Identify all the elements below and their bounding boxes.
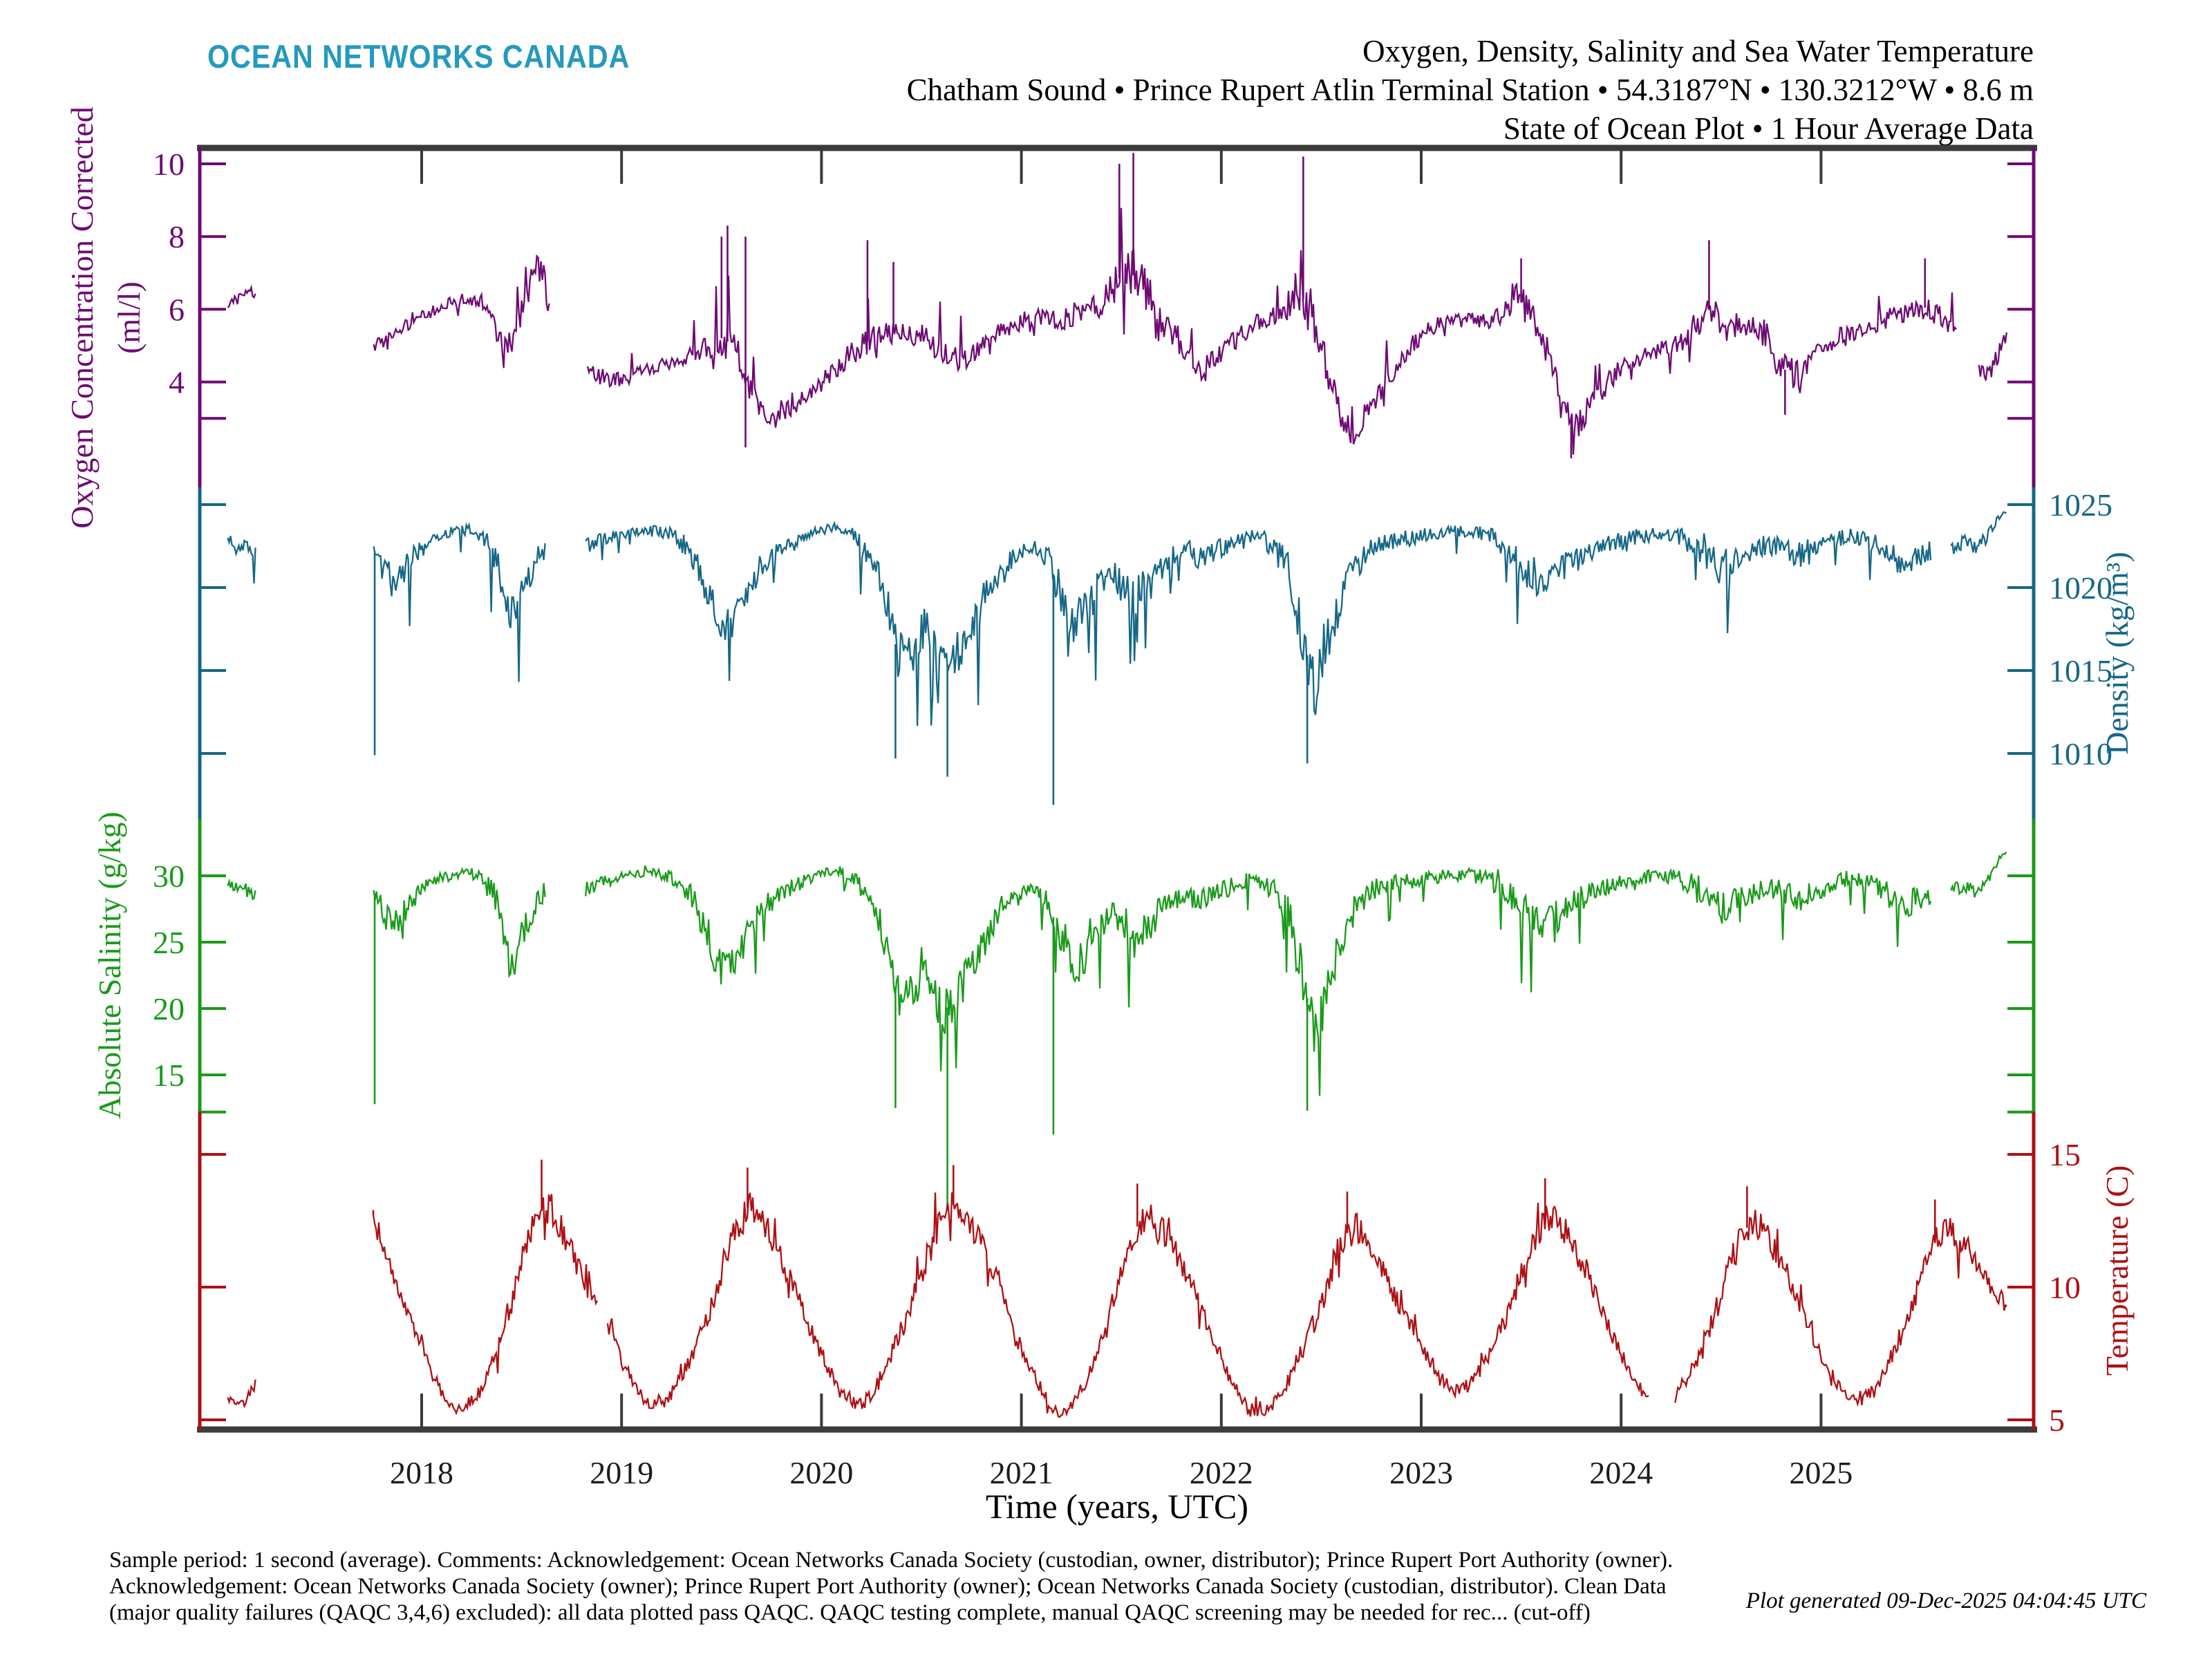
x-tick-label: 2023 <box>1389 1455 1453 1490</box>
temperature-tick-label: 5 <box>2049 1403 2065 1438</box>
oxygen-axis-label: (ml/l) <box>111 281 147 354</box>
density-data <box>374 525 545 682</box>
density-data <box>585 523 1931 726</box>
oxygen-data <box>228 288 256 308</box>
x-tick-label: 2025 <box>1789 1455 1853 1490</box>
x-tick-label: 2024 <box>1589 1455 1653 1490</box>
footer-line-2: Acknowledgement: Ocean Networks Canada Society (owner); Prince Rupert Port Authority (owner); Ocean Networks Canada Society (custodian, distributor). Clean Data <box>109 1574 1667 1599</box>
oxygen-data <box>374 256 550 368</box>
x-tick-label: 2019 <box>590 1455 654 1490</box>
footer-line-1: Sample period: 1 second (average). Comments: Acknowledgement: Ocean Networks Canada Society (custodian, owner, distributor); Prince Rupert Port Authority (owner). <box>109 1548 1674 1573</box>
temperature-axis-label: Temperature (C) <box>2099 1165 2135 1376</box>
salinity-data <box>585 865 1931 1096</box>
temperature-data <box>373 1194 597 1413</box>
density-tick-label: 1010 <box>2049 736 2112 771</box>
oxygen-tick-label: 8 <box>169 219 185 255</box>
temperature-data <box>1675 1210 2007 1405</box>
density-axis-label: Density (kg/m³) <box>2099 552 2135 755</box>
density-tick-label: 1015 <box>2049 653 2112 688</box>
density-data <box>228 536 256 583</box>
salinity-data <box>374 868 545 976</box>
oxygen-tick-label: 10 <box>153 147 185 182</box>
temperature-tick-label: 15 <box>2049 1137 2081 1172</box>
salinity-tick-label: 25 <box>153 925 185 960</box>
footer-comments <box>109 1547 1673 1626</box>
oxygen-axis-label: Oxygen Concentration Corrected <box>64 106 100 529</box>
x-tick-label: 2018 <box>390 1455 453 1490</box>
temperature-tick-label: 10 <box>2049 1270 2081 1305</box>
oxygen-tick-label: 4 <box>169 364 185 400</box>
x-tick-label: 2022 <box>1189 1455 1253 1490</box>
salinity-tick-label: 15 <box>153 1058 185 1093</box>
density-data <box>1951 512 2006 554</box>
oxygen-data <box>1979 332 2007 381</box>
salinity-data <box>1951 852 2006 897</box>
onc-logo: OCEAN NETWORKS CANADA <box>207 38 630 75</box>
salinity-data <box>228 881 256 899</box>
temperature-data <box>608 1192 1649 1417</box>
plot-generated-note: Plot generated 09-Dec-2025 04:04:45 UTC <box>1745 1588 2146 1613</box>
salinity-tick-label: 30 <box>153 859 185 894</box>
footer-line-3: (major quality failures (QAQC 3,4,6) excluded): all data plotted pass QAQC. QAQC testing complete, manual QAQC screening may be needed for rec... (cut-off) <box>109 1600 1591 1625</box>
salinity-tick-label: 20 <box>153 991 185 1027</box>
density-tick-label: 1025 <box>2049 487 2112 523</box>
salinity-axis-label: Absolute Salinity (g/kg) <box>92 812 127 1119</box>
density-tick-label: 1020 <box>2049 570 2112 606</box>
oxygen-tick-label: 6 <box>169 292 185 328</box>
title-line-2: Chatham Sound • Prince Rupert Atlin Terminal Station • 54.3187°N • 130.3212°W • 8.6 m <box>906 73 2034 107</box>
x-axis-label: Time (years, UTC) <box>985 1487 1249 1526</box>
oxygen-data <box>588 208 1956 455</box>
title-line-1: Oxygen, Density, Salinity and Sea Water Temperature <box>1362 34 2034 68</box>
title-line-3: State of Ocean Plot • 1 Hour Average Data <box>1503 111 2034 146</box>
x-tick-label: 2020 <box>789 1455 854 1490</box>
x-tick-label: 2021 <box>989 1455 1053 1490</box>
temperature-data <box>228 1380 256 1407</box>
